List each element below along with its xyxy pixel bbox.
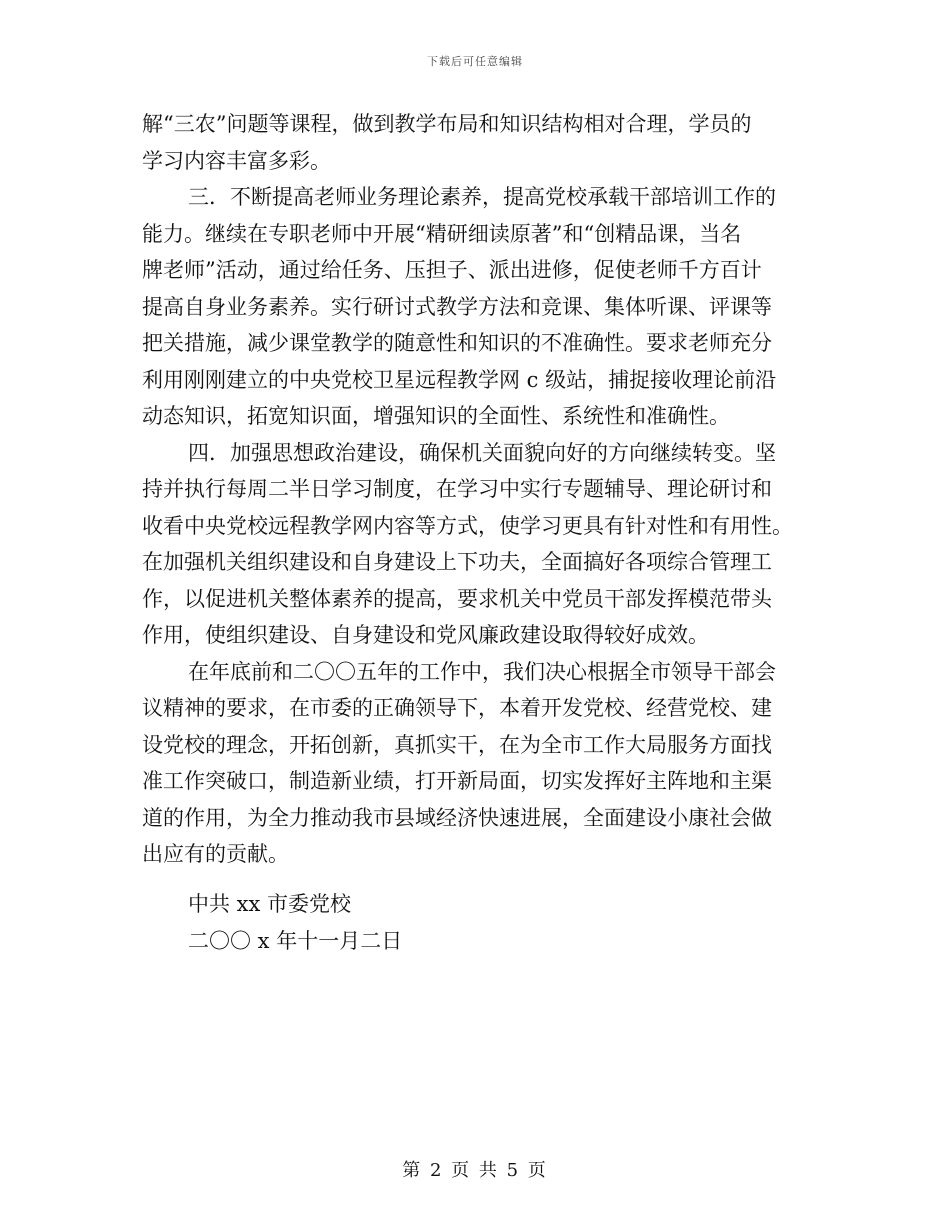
text-line: 持并执行每周二半日学习制度，在学习中实行专题辅导、理论研讨和 xyxy=(142,477,772,501)
paragraph xyxy=(142,654,810,873)
text-line: 作，以促进机关整体素养的提高，要求机关中党员干部发挥模范带头 xyxy=(142,586,772,611)
text-line: 提高自身业务素养。实行研讨式教学方法和竞课、集体听课、评课等 xyxy=(142,294,772,319)
text-line: 出应有的贡献。 xyxy=(142,842,289,866)
text-line: 道的作用，为全力推动我市县域经济快速进展，全面建设小康社会做 xyxy=(142,805,772,830)
paragraph xyxy=(142,106,810,179)
text-line: 四．加强思想政治建设，确保机关面貌向好的方向继续转变。坚 xyxy=(188,440,776,465)
text-line: 解“三农”问题等课程，做到教学布局和知识结构相对合理，学员的 xyxy=(142,112,752,136)
text-line: 利用刚刚建立的中央党校卫星远程教学网 c 级站，捕捉接收理论前沿 xyxy=(142,367,777,392)
text-line: 设党校的理念，开拓创新，真抓实干，在为全市工作大局服务方面找 xyxy=(142,732,772,757)
document-body xyxy=(142,106,810,873)
text-line: 牌老师”活动，通过给任务、压担子、派出进修，促使老师千方百计 xyxy=(142,258,762,282)
signature-date: 二〇〇 x 年十一月二日 xyxy=(188,929,403,953)
text-line: 作用，使组织建设、自身建设和党风廉政建设取得较好成效。 xyxy=(142,623,709,647)
text-line: 动态知识，拓宽知识面，增强知识的全面性、系统性和准确性。 xyxy=(142,404,730,428)
text-line: 议精神的要求，在市委的正确领导下，本着开发党校、经营党校、建 xyxy=(142,696,772,720)
text-line: 学习内容丰富多彩。 xyxy=(142,148,331,173)
page-header: 下载后可任意编辑 xyxy=(427,55,523,68)
text-line: 收看中央党校远程教学网内容等方式，使学习更具有针对性和有用性。 xyxy=(142,513,793,538)
text-line: 在加强机关组织建设和自身建设上下功夫，全面搞好各项综合管理工 xyxy=(142,550,772,574)
paragraph xyxy=(142,179,810,435)
paragraph xyxy=(142,435,810,654)
text-line: 把关措施，减少课堂教学的随意性和知识的不准确性。要求老师充分 xyxy=(142,331,772,355)
text-line: 三．不断提高老师业务理论素养，提高党校承载干部培训工作的 xyxy=(188,185,776,209)
signature-organization: 中共 xx 市委党校 xyxy=(188,892,352,916)
text-line: 准工作突破口，制造新业绩，打开新局面，切实发挥好主阵地和主渠 xyxy=(142,769,772,793)
text-line: 在年底前和二〇〇五年的工作中，我们决心根据全市领导干部会 xyxy=(188,659,776,684)
text-line: 能力。继续在专职老师中开展“精研细读原著”和“创精品课，当名 xyxy=(142,221,742,246)
page-number: 第 2 页 共 5 页 xyxy=(402,1160,548,1181)
